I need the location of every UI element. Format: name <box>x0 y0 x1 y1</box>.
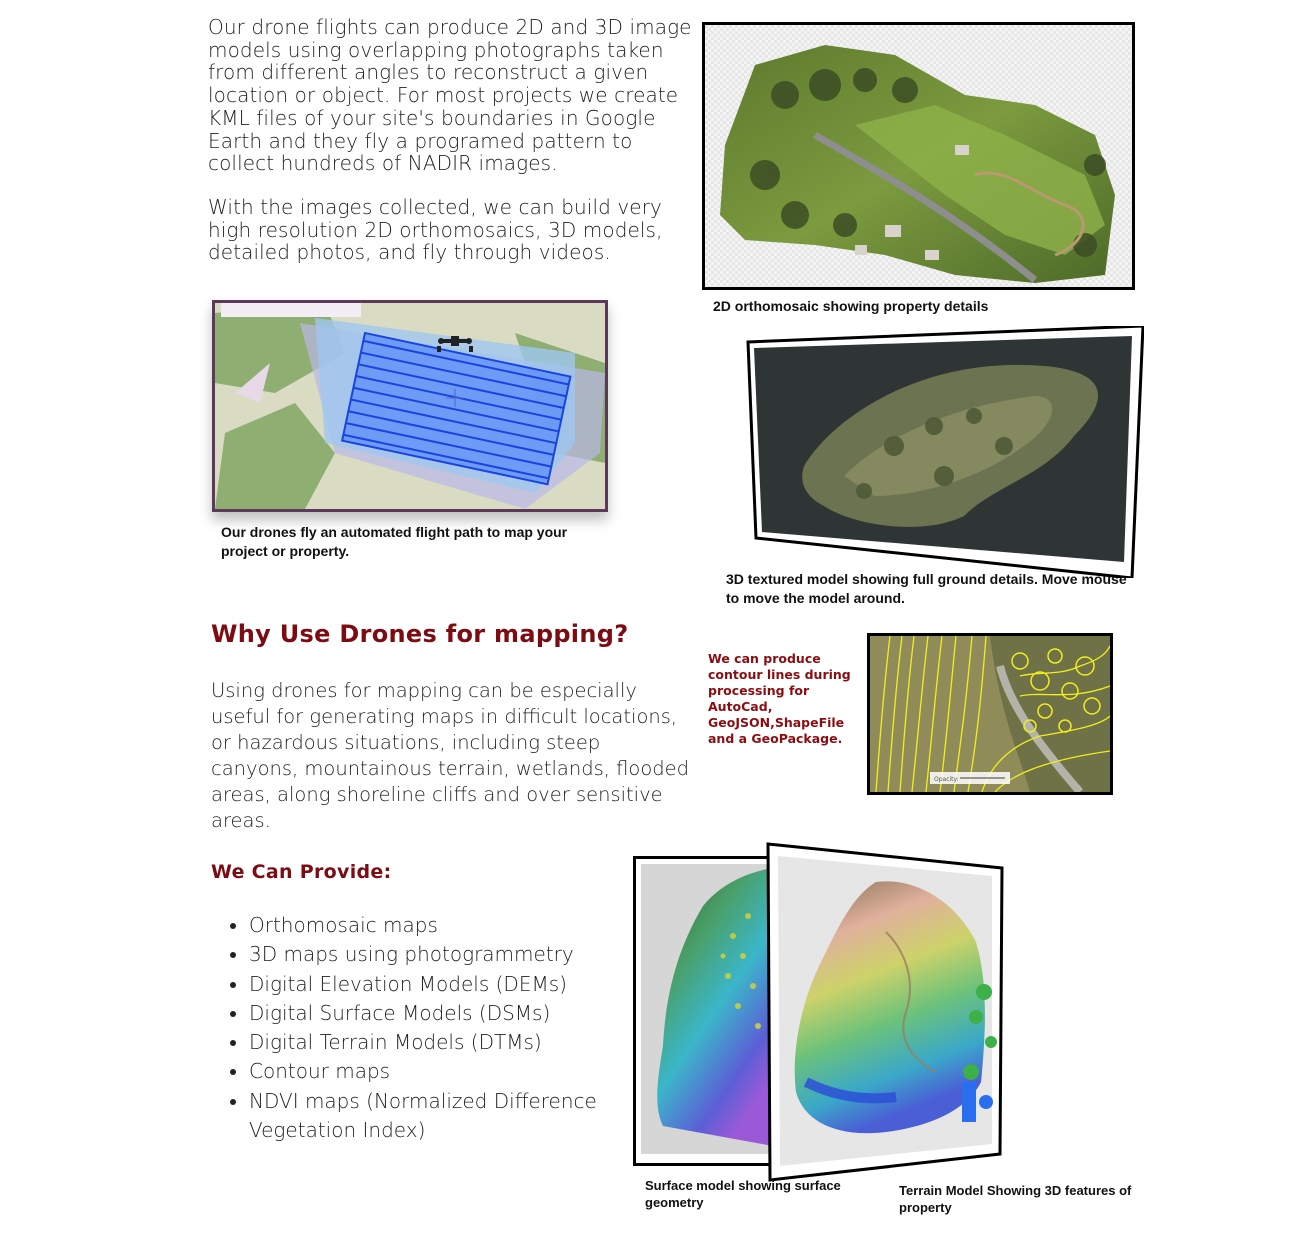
provide-heading: We Can Provide: <box>211 861 392 883</box>
intro-paragraph-1: Our drone flights can produce 2D and 3D image models using overlapping photographs taken from different angles to reconstruct a given location or object. For most projects we create KML files of your site's boundaries in Google Earth and they fly a programed pattern to collect hundreds of NADIR images. <box>208 15 692 176</box>
model3d-graphic <box>744 326 1144 578</box>
flight-path-image[interactable] <box>212 300 608 512</box>
terrain-model-graphic <box>766 842 1004 1182</box>
list-item: • Digital Surface Models (DSMs) <box>249 999 621 1028</box>
why-paragraph: Using drones for mapping can be especially useful for generating maps in difficult locations, or hazardous situations, including steep canyons, mountainous terrain, wetlands, flooded areas, along shoreline cliffs and over sensitive areas. <box>211 679 690 832</box>
provide-list <box>211 911 621 1145</box>
list-item: • NDVI maps (Normalized Difference Vegetation Index) <box>249 1087 621 1146</box>
list-item: • Digital Terrain Models (DTMs) <box>249 1028 621 1057</box>
orthomosaic-image[interactable] <box>702 22 1135 290</box>
why-heading: Why Use Drones for mapping? <box>211 620 629 648</box>
list-item: • Orthomosaic maps <box>249 911 621 940</box>
intro-paragraph-2: With the images collected, we can build very high resolution 2D orthomosaics, 3D models, detailed photos, and fly through videos. <box>208 195 663 265</box>
contour-graphic <box>870 636 1110 792</box>
list-item: • 3D maps using photogrammetry <box>249 940 621 969</box>
orthomosaic-caption: 2D orthomosaic showing property details <box>713 298 989 314</box>
surface-model-image[interactable] <box>633 856 773 1166</box>
model3d-caption: 3D textured model showing full ground details. Move mouse to move the model around. <box>726 571 1127 606</box>
orthomosaic-graphic <box>705 25 1132 287</box>
surface-model-graphic <box>633 856 773 1166</box>
model3d-image[interactable] <box>744 326 1144 578</box>
contour-note: We can produce contour lines during processing for AutoCad, GeoJSON,ShapeFile and a GeoPackage. <box>708 651 851 746</box>
flight-path-caption: Our drones fly an automated flight path to map your project or property. <box>221 524 568 559</box>
surface-model-caption: Surface model showing surface geometry <box>645 1178 841 1210</box>
list-item: • Digital Elevation Models (DEMs) <box>249 970 621 999</box>
terrain-model-caption: Terrain Model Showing 3D features of property <box>899 1183 1132 1215</box>
contour-image[interactable] <box>867 633 1113 795</box>
terrain-model-image[interactable] <box>766 842 1004 1182</box>
contour-slider-label: Opacity: <box>934 776 959 783</box>
list-item: • Contour maps <box>249 1057 621 1086</box>
flight-path-graphic <box>215 303 605 509</box>
